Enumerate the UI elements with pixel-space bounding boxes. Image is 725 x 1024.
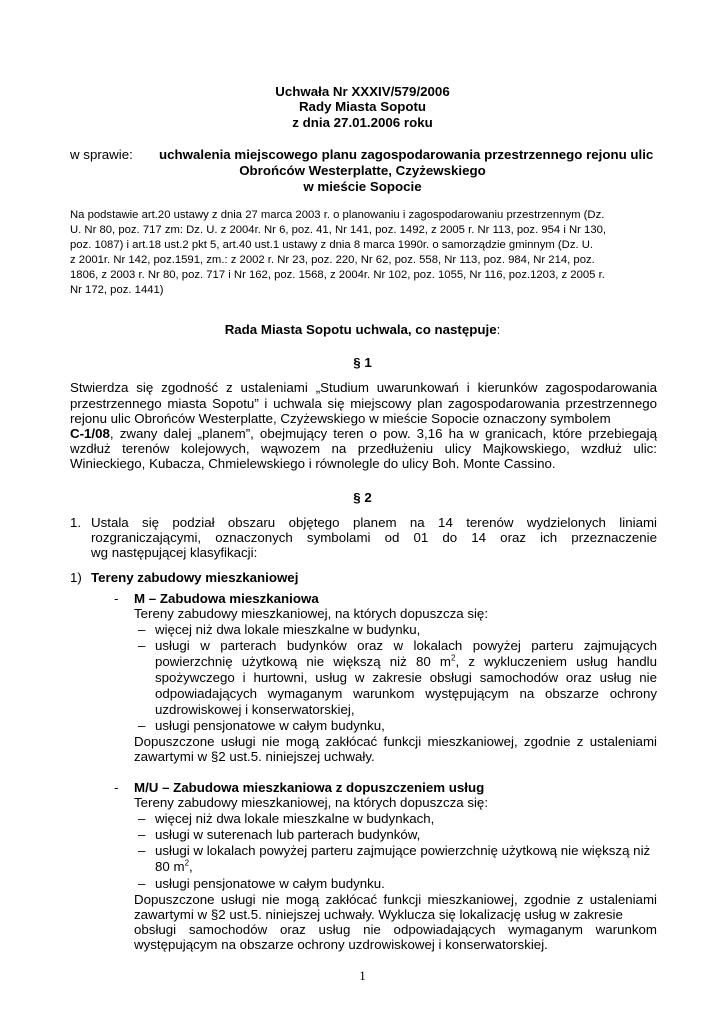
zone-note-line: obsługi samochodów oraz usług nie odpowiadających wymaganym warunkom (134, 922, 657, 937)
legal-basis-line: z 2001r. Nr 142, poz.1591, zm.: z 2002 r. Nr 23, poz. 220, Nr 62, poz. 558, Nr 113, poz. 984, Nr 214, poz. (70, 254, 595, 266)
permitted-use-item-line: uzdrowiskowej i konserwatorskiej, (155, 702, 355, 717)
council-name: Rady Miasta Sopotu (298, 99, 427, 114)
zone-note-line: Dopuszczone usługi nie mogą zakłócać funkcji mieszkaniowej, zgodnie z ustaleniami (134, 734, 657, 749)
resolution-statement (0, 322, 725, 338)
plan-symbol: C-1/08 (70, 426, 110, 441)
dash-marker: – (138, 876, 146, 891)
resolution-statement-text: Rada Miasta Sopotu uchwala, co następuje (224, 322, 497, 337)
resolution-statement-colon: : (496, 322, 501, 337)
subject-line-3: w mieście Sopocie (303, 179, 422, 194)
legal-basis-line: Na podstawie art.20 ustawy z dnia 27 marca 2003 r. o planowaniu i zagospodarowaniu przestrzennym (Dz. (70, 209, 605, 221)
zone-note-line: Dopuszczone usługi nie mogą zakłócać funkcji mieszkaniowej, zgodnie z ustaleniami (134, 892, 657, 907)
zone-intro: Tereny zabudowy mieszkaniowej, na których dopuszcza się: (134, 795, 489, 810)
group-1-title: Tereny zabudowy mieszkaniowej (91, 570, 299, 585)
section-1-line: Stwierdza się zgodność z ustaleniami „Studium uwarunkowań i kierunków zagospodarowania (70, 380, 657, 395)
legal-basis-line: U. Nr 80, poz. 717 zm: Dz. U. z 2004r. Nr 6, poz. 41, Nr 141, poz. 1492, z 2005 r. Nr 113, poz. 954 i Nr 130, (70, 224, 607, 236)
dash-marker: – (138, 638, 146, 653)
text-fragment: powierzchnię użytkową nie większą niż 80 m (155, 654, 451, 669)
section-2-heading: § 2 (353, 490, 372, 505)
text-fragment: 80 m (155, 859, 185, 874)
zone-title: M – Zabudowa mieszkaniowa (134, 591, 319, 606)
section-1-line: Winieckiego, Kubacza, Chmielewskiego i równolegle do ulicy Boh. Monte Cassino. (70, 456, 556, 471)
zone-title: M/U – Zabudowa mieszkaniowa z dopuszczeniem usług (134, 780, 485, 795)
subject-line-2: Obrońców Westerplatte, Czyżewskiego (239, 163, 486, 178)
permitted-use-item: usługi w parterach budynków oraz w lokalach powyżej parteru zajmujących (155, 638, 657, 653)
subject-line-1: uchwalenia miejscowego planu zagospodarowania przestrzennego rejonu ulic (159, 147, 654, 162)
text-fragment: , z wykluczeniem usług handlu (455, 654, 657, 669)
dash-marker: – (138, 843, 146, 858)
legal-basis-line: Nr 172, poz. 1441) (70, 284, 164, 296)
permitted-use-item: więcej niż dwa lokale mieszkalne w budynkach, (155, 811, 435, 826)
permitted-use-item-line: spożywczego i hurtowni, usług w zakresie obsługi samochodów oraz usług nie (155, 670, 657, 685)
superscript: 2 (184, 858, 190, 868)
permitted-use-item: usługi pensjonatowe w całym budynku, (155, 718, 385, 733)
page-number: 1 (359, 968, 366, 983)
permitted-use-item: więcej niż dwa lokale mieszkalne w budynku, (155, 622, 421, 637)
permitted-use-item: usługi w suterenach lub parterach budynków, (155, 827, 421, 842)
zone-note-line: występującym na obszarze ochrony uzdrowiskowej i konserwatorskiej. (134, 937, 548, 952)
text-fragment: , (189, 859, 193, 874)
resolution-title: Uchwała Nr XXXIV/579/2006 (275, 84, 450, 99)
legal-basis-line: poz. 1087) i art.18 ust.2 pkt 5, art.40 ust.1 ustawy z dnia 8 marca 1990r. o samorządzie gminnym (Dz. U. (70, 239, 594, 251)
item-1-line: Ustala się podział obszaru objętego planem na 14 terenów wydzielonych liniami (91, 515, 657, 530)
section-1-line: przestrzennego miasta Sopotu” i uchwala się miejscowy plan zagospodarowania przestrzennego (70, 396, 657, 411)
permitted-use-item-line (155, 859, 193, 875)
zone-intro: Tereny zabudowy mieszkaniowej, na których dopuszcza się: (134, 606, 489, 621)
legal-basis-line: 1806, z 2003 r. Nr 80, poz. 717 i Nr 162, poz. 1568, z 2004r. Nr 102, poz. 1055, Nr 116, poz.1203, z 2005 r. (70, 269, 605, 281)
permitted-use-item-line (155, 654, 657, 670)
zone-bullet: - (114, 780, 119, 795)
section-1-line: rejonu ulic Obrońców Westerplatte, Czyżewskiego w mieście Sopocie oznaczony symbolem (70, 411, 611, 426)
zone-note-line: zawartymi w §2 ust.5. niniejszej uchwały. Wyklucza się lokalizację usług w zakresie (134, 907, 623, 922)
section-1-heading: § 1 (353, 355, 372, 370)
item-1-line: wg następującej klasyfikacji: (91, 545, 258, 560)
permitted-use-item-line: odpowiadających wymaganym warunkom występującym na obszarze ochrony (155, 686, 657, 701)
resolution-date: z dnia 27.01.2006 roku (292, 115, 433, 130)
section-1-line-4-text: , zwany dalej „planem”, obejmujący teren o pow. 3,16 ha w granicach, które przebiegają (109, 426, 657, 441)
dash-marker: – (138, 718, 146, 733)
superscript: 2 (451, 653, 456, 663)
dash-marker: – (138, 827, 146, 842)
group-1-number: 1) (70, 570, 82, 585)
section-1-line (70, 426, 657, 442)
zone-bullet: - (114, 591, 119, 606)
subject-label: w sprawie: (70, 147, 133, 162)
dash-marker: – (138, 622, 146, 637)
section-1-line: wzdłuż terenów kolejowych, wąwozem na przedłużeniu ulicy Majkowskiego, wzdłuż ulic: (70, 441, 657, 456)
item-1-number: 1. (70, 515, 82, 530)
item-1-line: rozgraniczającymi, oznaczonych symbolami od 01 do 14 oraz ich przeznaczenie (91, 530, 657, 545)
permitted-use-item: usługi w lokalach powyżej parteru zajmujące powierzchnię użytkową nie większą niż (155, 843, 651, 858)
permitted-use-item: usługi pensjonatowe w całym budynku. (155, 876, 385, 891)
zone-note-line: zawartymi w §2 ust.5. niniejszej uchwały. (134, 749, 375, 764)
dash-marker: – (138, 811, 146, 826)
